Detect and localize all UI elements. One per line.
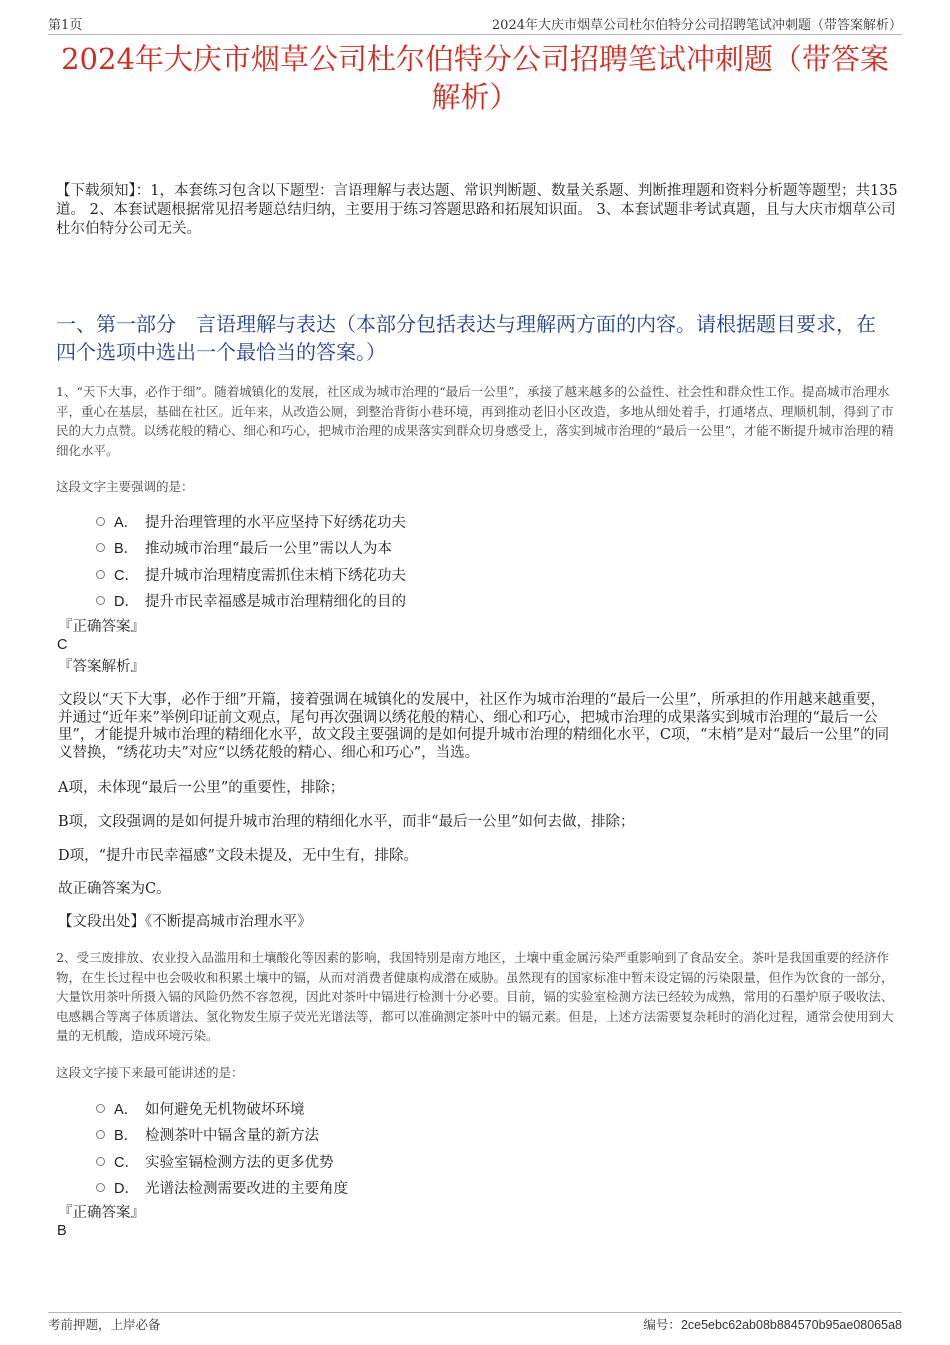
option-text: 如何避免无机物破坏环境 <box>145 1101 305 1118</box>
question-1-analysis: 文段以“天下大事，必作于细”开篇，接着强调在城镇化的发展中，社区作为城市治理的“最后一公里”，所承担的作用越来越重要，并通过“近年来”举例印证前文观点，尾句再次强调以绣花般的精心、细心和巧心，把城市治理的成果落实到城市治理的“最后一公里”，才能提升城市治理的精细化水平，故文段主要强调的是如何提升城市治理的精细化水平，C项，“末梢”是对“最后一公里”的同义替换，“绣花功夫”对应“以绣花般的精心、细心和巧心”，当选。 <box>58 692 890 761</box>
question-2-option-d[interactable] <box>96 1175 348 1202</box>
document-title: 2024年大庆市烟草公司杜尔伯特分公司招聘笔试冲刺题（带答案解析） <box>61 42 889 114</box>
footer-code-value: 2ce5ebc62ab08b884570b95ae08065a8 <box>680 1318 902 1332</box>
section-title: 一、第一部分 言语理解与表达（本部分包括表达与理解两方面的内容。请根据题目要求，在四个选项中选出一个最恰当的答案。） <box>56 312 876 364</box>
footer-code <box>643 1315 902 1333</box>
question-2-option-c[interactable] <box>96 1148 348 1175</box>
radio-button[interactable] <box>96 1157 105 1166</box>
question-1-options <box>96 508 406 614</box>
option-text: 推动城市治理“最后一公里”需以人为本 <box>145 541 392 558</box>
question-2-option-b[interactable] <box>96 1122 348 1149</box>
page-header <box>48 12 902 35</box>
question-1-text: 1、“天下大事，必作于细”。随着城镇化的发展，社区成为城市治理的“最后一公里”，承接了越来越多的公益性、社会性和群众性工作。提高城市治理水平，重心在基层，基础在社区。近年来，从改造公厕，到整治背街小巷环境，再到推动老旧小区改造，多地从细处着手，打通堵点、理顺机制，得到了市民的大力点赞。以绣花般的精心、细心和巧心，把城市治理的成果落实到群众切身感受上，落实到城市治理的“最后一公里”，才能不断提升城市治理的精细化水平。 <box>56 384 894 458</box>
question-2-options <box>96 1095 348 1201</box>
option-text: 提升治理管理的水平应坚持下好绣花功夫 <box>145 514 406 531</box>
option-text: 检测茶叶中镉含量的新方法 <box>145 1128 319 1145</box>
footer-slogan: 考前押题，上岸必备 <box>48 1317 161 1332</box>
radio-button[interactable] <box>96 543 105 552</box>
question-2-answer: B <box>57 1223 67 1239</box>
option-letter: B． <box>114 1128 139 1145</box>
question-1-prompt: 这段文字主要强调的是： <box>56 479 194 494</box>
footer-code-label: 编号： <box>643 1317 681 1332</box>
option-letter: C． <box>114 1154 139 1171</box>
option-text: 实验室镉检测方法的更多优势 <box>145 1154 334 1171</box>
option-letter: D． <box>114 594 139 611</box>
option-letter: A． <box>114 1101 139 1118</box>
page-footer <box>48 1312 902 1335</box>
question-1-option-d[interactable] <box>96 588 406 615</box>
question-1-analysis-b: B项，文段强调的是如何提升城市治理的精细化水平，而非“最后一公里”如何去做，排除； <box>58 814 635 830</box>
question-1-option-a[interactable] <box>96 508 406 535</box>
radio-button[interactable] <box>96 570 105 579</box>
radio-button[interactable] <box>96 596 105 605</box>
question-2-prompt: 这段文字接下来最可能讲述的是： <box>56 1065 244 1080</box>
question-1-analysis-label: 『答案解析』 <box>58 659 145 675</box>
question-1-answer-label: 『正确答案』 <box>58 619 145 635</box>
header-doc-title: 2024年大庆市烟草公司杜尔伯特分公司招聘笔试冲刺题（带答案解析） <box>491 17 902 33</box>
question-1-analysis-d: D项，“提升市民幸福感”文段未提及，无中生有，排除。 <box>58 848 418 864</box>
page-number: 第1页 <box>48 17 83 33</box>
question-1-option-b[interactable] <box>96 535 406 562</box>
question-1-conclusion: 故正确答案为C。 <box>58 881 171 897</box>
option-letter: A． <box>114 514 139 531</box>
option-letter: B． <box>114 541 139 558</box>
question-1-source: 【文段出处】《不断提高城市治理水平》 <box>58 914 312 930</box>
option-text: 光谱法检测需要改进的主要角度 <box>145 1181 348 1198</box>
option-text: 提升城市治理精度需抓住末梢下绣花功夫 <box>145 567 406 584</box>
radio-button[interactable] <box>96 1130 105 1139</box>
question-2-text: 2、受三废排放、农业投入品滥用和土壤酸化等因素的影响，我国特别是南方地区，土壤中重金属污染严重影响到了食品安全。茶叶是我国重要的经济作物，在生长过程中也会吸收和积累土壤中的镉，从而对消费者健康构成潜在威胁。虽然现有的国家标准中暂未设定镉的污染限量，但作为饮食的一部分，大量饮用茶叶所摄入镉的风险仍然不容忽视，因此对茶叶中镉进行检测十分必要。目前，镉的实验室检测方法已经较为成熟，常用的石墨炉原子吸收法、电感耦合等离子体质谱法、氢化物发生原子荧光光谱法等，都可以准确测定茶叶中的镉元素。但是，上述方法需要复杂耗时的消化过程，通常会使用到大量的无机酸，造成环境污染。 <box>56 950 894 1044</box>
radio-button[interactable] <box>96 1183 105 1192</box>
question-1-analysis-a: A项，未体现“最后一公里”的重要性，排除； <box>58 780 345 796</box>
option-letter: C． <box>114 567 139 584</box>
radio-button[interactable] <box>96 1104 105 1113</box>
download-notice: 【下载须知】：1，本套练习包含以下题型：言语理解与表达题、常识判断题、数量关系题、判断推理题和资料分析题等题型；共135道。 2、本套试题根据常见招考题总结归纳，主要用于练习答题思路和拓展知识面。 3、本套试题非考试真题，且与大庆市烟草公司杜尔伯特分公司无关。 <box>56 183 898 237</box>
option-text: 提升市民幸福感是城市治理精细化的目的 <box>145 594 406 611</box>
question-1-option-c[interactable] <box>96 561 406 588</box>
question-2-option-a[interactable] <box>96 1095 348 1122</box>
option-letter: D． <box>114 1181 139 1198</box>
question-1-answer: C <box>57 637 68 653</box>
question-2-answer-label: 『正确答案』 <box>58 1205 145 1221</box>
radio-button[interactable] <box>96 517 105 526</box>
